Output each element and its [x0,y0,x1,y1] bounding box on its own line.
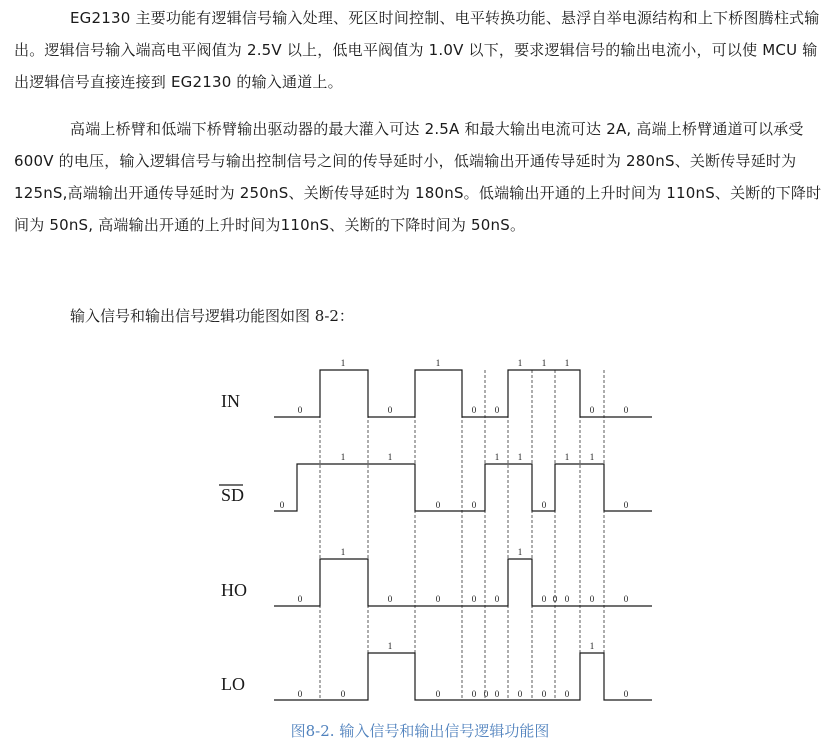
levels-in [298,358,629,415]
level-label: 1 [589,452,595,462]
level-label: 1 [564,358,570,368]
level-label: 0 [589,594,595,604]
level-label: 0 [541,689,547,699]
level-label: 0 [471,689,477,699]
level-label: 0 [623,689,629,699]
level-label: 0 [297,594,303,604]
signal-label-ho: HO [221,580,247,600]
figure-intro: 输入信号和输出信号逻辑功能图如图 8-2： [70,307,354,325]
level-label: 1 [541,358,547,368]
waveform-in [274,370,652,417]
waveform-lo [274,653,652,700]
level-label: 0 [483,689,489,699]
level-label: 0 [494,689,500,699]
level-label: 1 [340,452,346,462]
level-label: 1 [589,641,595,651]
level-label: 1 [435,358,441,368]
level-label: 0 [589,405,595,415]
level-label: 0 [297,405,303,415]
level-label: 0 [494,594,500,604]
level-label: 0 [340,689,346,699]
level-label: 1 [494,452,500,462]
waveform-ho [274,559,652,606]
signal-label-lo: LO [221,674,245,694]
level-label: 1 [340,547,346,557]
level-label: 0 [564,594,570,604]
level-label: 0 [471,594,477,604]
levels-ho [298,547,629,604]
signal-label-in: IN [221,391,240,411]
level-label: 1 [340,358,346,368]
level-label: 0 [471,405,477,415]
level-label: 0 [494,405,500,415]
level-label: 0 [435,594,441,604]
level-label: 1 [387,452,393,462]
level-label: 1 [387,641,393,651]
level-label: 1 [517,358,523,368]
level-label: 0 [297,689,303,699]
figure-caption: 图8-2. 输入信号和输出信号逻辑功能图 [290,722,550,740]
level-label: 0 [623,594,629,604]
level-label: 0 [387,594,393,604]
level-label: 1 [517,547,523,557]
dashed-time-guides [320,370,604,700]
level-label: 0 [387,405,393,415]
level-label: 1 [564,452,570,462]
logic-timing-diagram [0,340,840,720]
level-label: 0 [541,500,547,510]
level-label: 0 [623,405,629,415]
levels-sd [280,452,629,510]
signal-label-sd: SD [221,485,245,505]
waveform-sd [274,464,652,511]
paragraph-driver-specs: 高端上桥臂和低端下桥臂输出驱动器的最大灌入可达 2.5A 和最大输出电流可达 2A, 高端上桥臂通道可以承受 600V 的电压，输入逻辑信号与输出控制信号之间的传导延时小，低端输出开通传导延时为 280nS、关断传导延时为 125nS,高端输出开通传导延时为 250nS、关断传导延时为 180nS。低端输出开通的上升时间为 110nS、关断的下降时间为 50nS, 高端输出开通的上升时间为110nS、关断的下降时间为 50nS。 [14,120,822,234]
paragraph-function-overview: EG2130 主要功能有逻辑信号输入处理、死区时间控制、电平转换功能、悬浮自举电源结构和上下桥图腾柱式输出。逻辑信号输入端高电平阀值为 2.5V 以上，低电平阀值为 1.0V 以下，要求逻辑信号的输出电流小，可以使 MCU 输出逻辑信号直接连接到 EG2130 的输入通道上。 [14,9,820,91]
level-label: 0 [471,500,477,510]
level-label: 0 [541,594,547,604]
levels-lo [298,641,629,699]
level-label: 0 [517,689,523,699]
level-label: 0 [552,594,558,604]
level-label: 0 [623,500,629,510]
level-label: 0 [564,689,570,699]
level-label: 0 [279,500,285,510]
level-label: 0 [435,500,441,510]
level-label: 1 [517,452,523,462]
level-label: 0 [435,689,441,699]
